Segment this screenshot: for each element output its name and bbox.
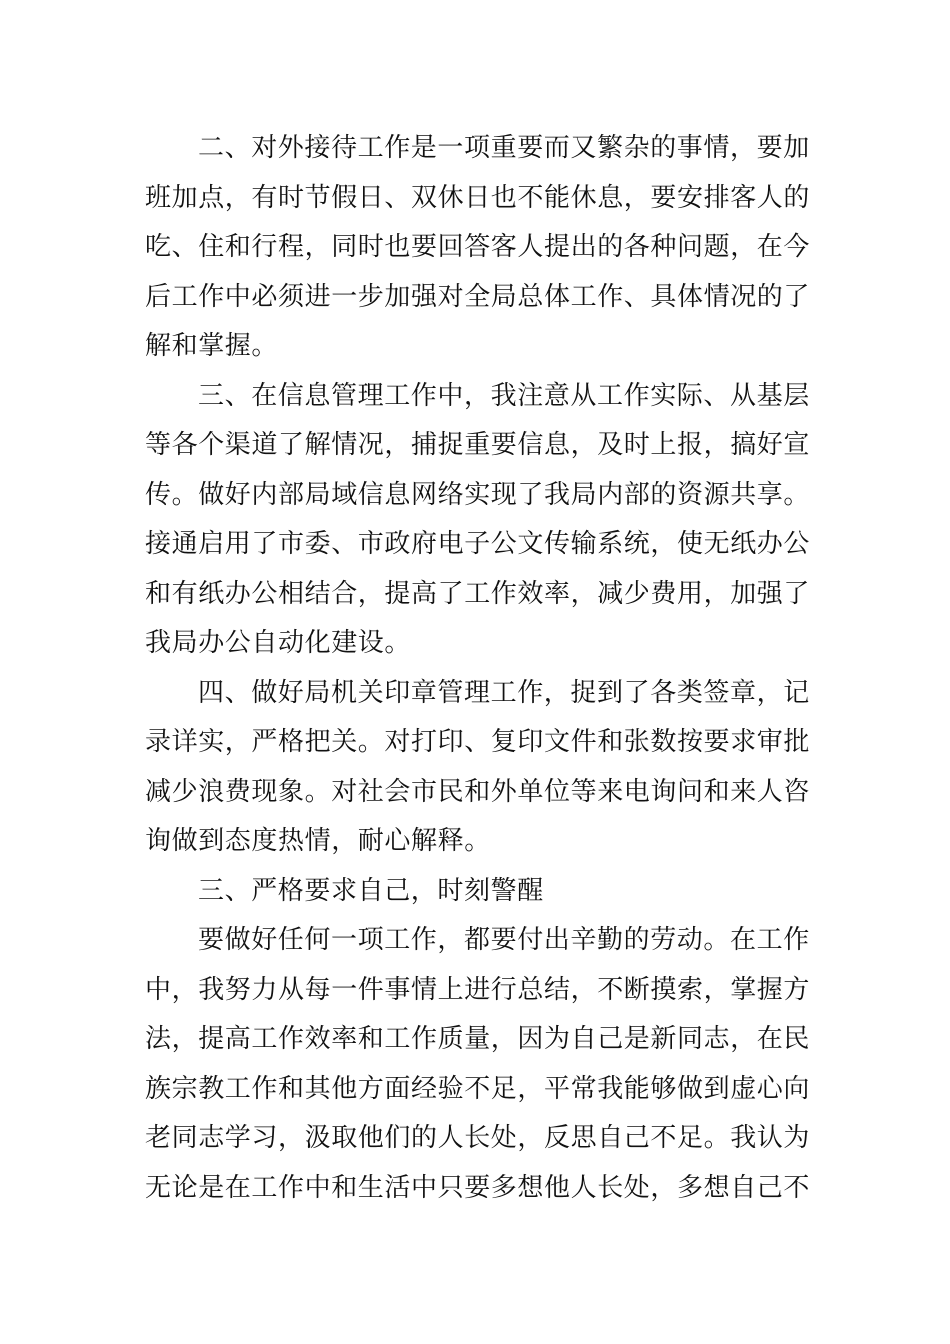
paragraph-5-line-1: 要做好任何一项工作，都要付出辛勤的劳动。在工作 <box>198 925 810 955</box>
paragraph-5-line-3: 法，提高工作效率和工作质量，因为自己是新同志，在民 <box>145 1024 811 1054</box>
paragraph-3-line-3: 传。做好内部局域信息网络实现了我局内部的资源共享。 <box>145 479 811 510</box>
paragraph-5-line-4: 族宗教工作和其他方面经验不足，平常我能够做到虚心向 <box>145 1073 811 1104</box>
paragraph-2-line-3: 吃、住和行程，同时也要回答客人提出的各种问题，在今 <box>145 232 811 262</box>
paragraph-2-line-4: 后工作中必须进一步加强对全局总体工作、具体情况的了 <box>145 281 811 312</box>
section-heading: 三、严格要求自己，时刻警醒 <box>198 875 544 906</box>
paragraph-3-line-1: 三、在信息管理工作中，我注意从工作实际、从基层 <box>198 380 810 411</box>
paragraph-4-line-2: 录详实，严格把关。对打印、复印文件和张数按要求审批 <box>145 727 811 757</box>
document-body <box>145 124 809 1213</box>
paragraph-5-line-6: 无论是在工作中和生活中只要多想他人长处，多想自己不 <box>145 1172 811 1203</box>
paragraph-3-line-6: 我局办公自动化建设。 <box>145 628 412 658</box>
paragraph-4-line-1: 四、做好局机关印章管理工作，捉到了各类签章，记 <box>198 677 810 708</box>
paragraph-2-line-2: 班加点，有时节假日、双休日也不能休息，要安排客人的 <box>145 182 811 213</box>
paragraph-3-line-4: 接通启用了市委、市政府电子公文传输系统，使无纸办公 <box>145 529 811 559</box>
paragraph-3-line-2: 等各个渠道了解情况，捕捉重要信息，及时上报，搞好宣 <box>145 430 811 460</box>
paragraph-2-line-1: 二、对外接待工作是一项重要而又繁杂的事情，要加 <box>198 133 810 163</box>
paragraph-4-line-4: 询做到态度热情，耐心解释。 <box>145 826 491 856</box>
paragraph-5-line-5: 老同志学习，汲取他们的人长处，反思自己不足。我认为 <box>145 1123 811 1153</box>
paragraph-4-line-3: 减少浪费现象。对社会市民和外单位等来电询问和来人咨 <box>145 776 811 807</box>
paragraph-3-line-5: 和有纸办公相结合，提高了工作效率，减少费用，加强了 <box>145 578 811 609</box>
paragraph-5-line-2: 中，我努力从每一件事情上进行总结，不断摸索，掌握方 <box>145 974 811 1005</box>
paragraph-2-line-5: 解和掌握。 <box>145 331 279 361</box>
